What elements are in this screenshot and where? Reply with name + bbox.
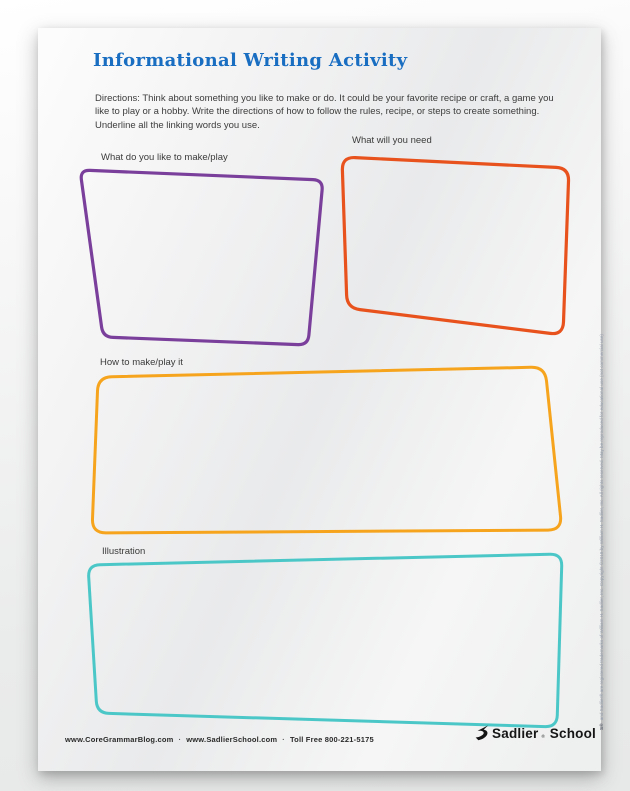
box-label-what-you-need: What will you need bbox=[352, 135, 432, 146]
box-outline-make-play bbox=[81, 170, 322, 344]
footer-link-school: www.SadlierSchool.com bbox=[186, 735, 278, 744]
box-outline-what-you-need bbox=[342, 158, 568, 334]
footer-separator: · bbox=[178, 735, 182, 744]
box-label-make-play: What do you like to make/play bbox=[101, 152, 228, 163]
sideways-logo-mark: S® bbox=[599, 723, 604, 730]
box-outline-illustration bbox=[89, 554, 562, 726]
sideways-copyright-text: and Sadlier® are registered trademarks of William H. Sadlier, Inc. Copyright ©2018 by William H. Sadlier, Inc. All rights reserved. May be reproduced for educational use (not commercial use) bbox=[599, 334, 604, 721]
footer-link-blog: www.CoreGrammarBlog.com bbox=[65, 735, 174, 744]
directions-line: like to play or a hobby. Write the directions of how to follow the rules, recipe, or steps to create something. bbox=[95, 106, 540, 118]
writing-boxes-canvas bbox=[38, 28, 601, 771]
brand-name-sadlier: Sadlier bbox=[492, 725, 539, 741]
sadlier-s-icon bbox=[475, 725, 489, 741]
sadlier-school-logo bbox=[475, 725, 596, 741]
footer-tollfree: Toll Free 800-221-5175 bbox=[289, 735, 374, 744]
directions-line: Directions: Think about something you like to make or do. It could be your favorite recipe or craft, a game you bbox=[95, 93, 554, 104]
directions-line: Underline all the linking words you use. bbox=[95, 119, 260, 131]
box-label-how-to: How to make/play it bbox=[100, 357, 183, 368]
box-label-illustration: Illustration bbox=[102, 546, 146, 557]
sideways-copyright bbox=[599, 165, 608, 730]
footer-separator: · bbox=[282, 735, 285, 744]
page-title: Informational Writing Activity bbox=[93, 50, 408, 71]
footer-links bbox=[65, 735, 374, 744]
worksheet-page bbox=[38, 28, 604, 771]
registered-mark: ® bbox=[541, 733, 545, 739]
box-outline-how-to bbox=[92, 367, 560, 533]
brand-name-school: School bbox=[549, 725, 596, 741]
